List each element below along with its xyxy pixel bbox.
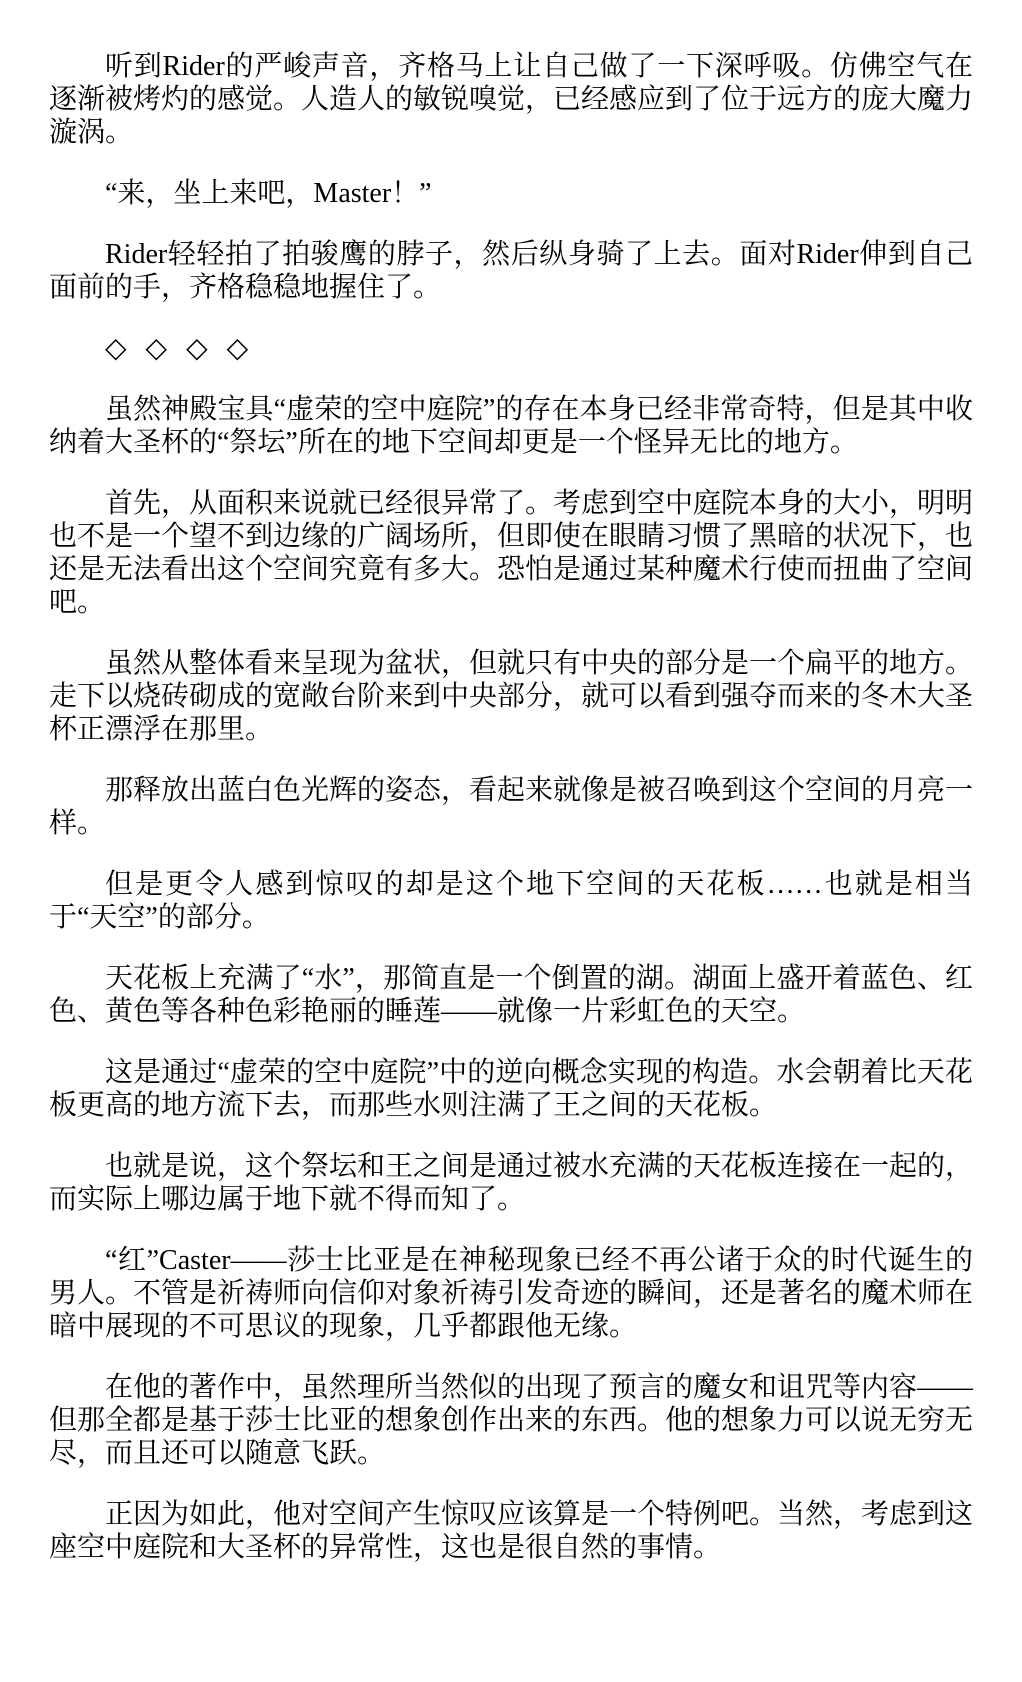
body-paragraph: 但是更令人感到惊叹的却是这个地下空间的天花板……也就是相当于“天空”的部分。	[49, 869, 973, 933]
body-paragraph: Rider轻轻拍了拍骏鹰的脖子，然后纵身骑了上去。面对Rider伸到自己面前的手，齐格稳稳地握住了。	[49, 239, 973, 303]
body-paragraph: 听到Rider的严峻声音，齐格马上让自己做了一下深呼吸。仿佛空气在逐渐被烤灼的感觉。人造人的敏锐嗅觉，已经感应到了位于远方的庞大魔力漩涡。	[49, 51, 974, 148]
body-paragraph: 虽然神殿宝具“虚荣的空中庭院”的存在本身已经非常奇特，但是其中收纳着大圣杯的“祭坛”所在的地下空间却更是一个怪异无比的地方。	[49, 394, 973, 458]
body-paragraph: 在他的著作中，虽然理所当然似的出现了预言的魔女和诅咒等内容——但那全都是基于莎士比亚的想象创作出来的东西。他的想象力可以说无穷无尽，而且还可以随意飞跃。	[49, 1372, 974, 1469]
body-paragraph: 天花板上充满了“水”，那简直是一个倒置的湖。湖面上盛开着蓝色、红色、黄色等各种色彩艳丽的睡莲——就像一片彩虹色的天空。	[49, 963, 973, 1027]
text-column	[49, 50, 973, 1592]
body-paragraph: 也就是说，这个祭坛和王之间是通过被水充满的天花板连接在一起的，而实际上哪边属于地下就不得而知了。	[49, 1151, 974, 1215]
section-separator: ◇ ◇ ◇ ◇	[105, 333, 255, 364]
body-paragraph: 正因为如此，他对空间产生惊叹应该算是一个特例吧。当然，考虑到这座空中庭院和大圣杯的异常性，这也是很自然的事情。	[49, 1499, 974, 1563]
body-paragraph: 这是通过“虚荣的空中庭院”中的逆向概念实现的构造。水会朝着比天花板更高的地方流下去，而那些水则注满了王之间的天花板。	[49, 1057, 973, 1121]
body-paragraph: “红”Caster——莎士比亚是在神秘现象已经不再公诸于众的时代诞生的男人。不管是祈祷师向信仰对象祈祷引发奇迹的瞬间，还是著名的魔术师在暗中展现的不可思议的现象，几乎都跟他无缘。	[49, 1245, 974, 1342]
body-paragraph: 那释放出蓝白色光辉的姿态，看起来就像是被召唤到这个空间的月亮一样。	[49, 775, 974, 839]
body-paragraph: 虽然从整体看来呈现为盆状，但就只有中央的部分是一个扁平的地方。走下以烧砖砌成的宽敞台阶来到中央部分，就可以看到强夺而来的冬木大圣杯正漂浮在那里。	[49, 648, 974, 745]
dialogue-line: “来，坐上来吧，Master！”	[105, 178, 432, 209]
body-paragraph: 首先，从面积来说就已经很异常了。考虑到空中庭院本身的大小，明明也不是一个望不到边缘的广阔场所，但即使在眼睛习惯了黑暗的状况下，也还是无法看出这个空间究竟有多大。恐怕是通过某种魔术行使而扭曲了空间吧。	[49, 488, 974, 618]
